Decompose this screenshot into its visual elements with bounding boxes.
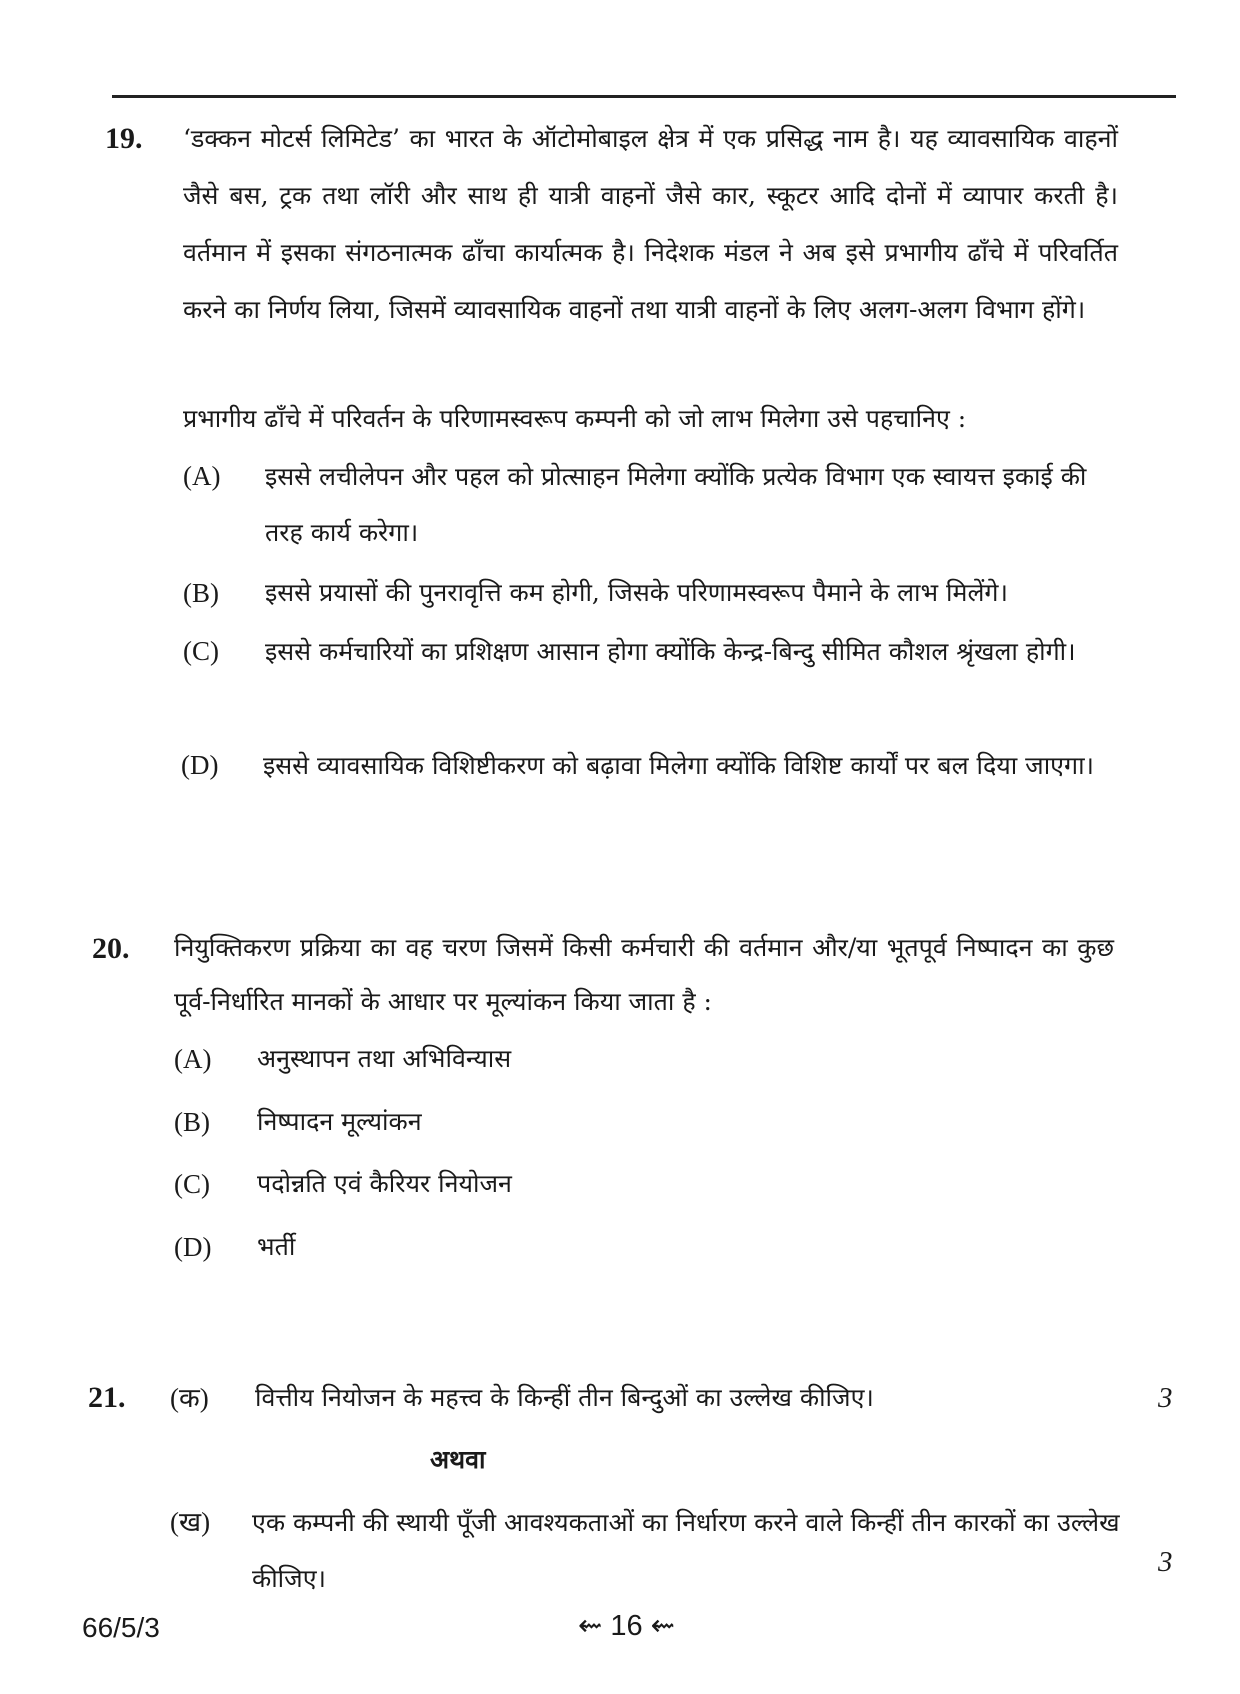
option-a-label: (A) [183,461,221,491]
ornament-left-icon: ⇜ [578,1610,611,1642]
option-b-label: (B) [174,1107,210,1137]
option-a-text: अनुस्थापन तथा अभिविन्यास [257,1044,512,1073]
option-d-label: (D) [174,1232,212,1262]
part-b-marks: 3 [1158,1546,1173,1578]
part-b-label: (ख) [170,1507,211,1537]
option-c-text: इससे कर्मचारियों का प्रशिक्षण आसान होगा क्योंकि केन्द्र-बिन्दु सीमित कौशल श्रृंखला होगी। [265,637,1076,666]
option-c-label: (C) [183,636,219,666]
option-b-text: निष्पादन मूल्यांकन [257,1107,422,1136]
question-number: 21. [88,1381,126,1414]
ornament-right-icon: ⇜ [642,1610,675,1642]
question-number: 20. [92,932,130,965]
option-d-text: इससे व्यावसायिक विशिष्टीकरण को बढ़ावा मिलेगा क्योंकि विशिष्ट कार्यों पर बल दिया जाएगा। [263,751,1095,780]
option-d-label: (D) [181,750,219,780]
option-b-label: (B) [183,578,219,608]
option-c-text: पदोन्नति एवं कैरियर नियोजन [257,1169,512,1198]
top-rule [112,95,1176,98]
paper-code: 66/5/3 [82,1612,160,1643]
option-a-text: इससे लचीलेपन और पहल को प्रोत्साहन मिलेगा क्योंकि प्रत्येक विभाग एक स्वायत्त इकाई की तरह कार्य करेगा। [265,462,1087,547]
part-a-text: वित्तीय नियोजन के महत्त्व के किन्हीं तीन बिन्दुओं का उल्लेख कीजिए। [255,1383,874,1412]
question-prompt: प्रभागीय ढाँचे में परिवर्तन के परिणामस्वरूप कम्पनी को जो लाभ मिलेगा उसे पहचानिए : [183,404,967,433]
option-d-text: भर्ती [257,1232,296,1261]
option-b-text: इससे प्रयासों की पुनरावृत्ति कम होगी, जिसके परिणामस्वरूप पैमाने के लाभ मिलेंगे। [265,578,1008,607]
part-a-marks: 3 [1158,1382,1173,1414]
part-a-label: (क) [170,1383,209,1413]
option-c-label: (C) [174,1169,210,1199]
question-text: ‘डक्कन मोटर्स लिमिटेड’ का भारत के ऑटोमोबाइल क्षेत्र में एक प्रसिद्ध नाम है। यह व्यावसायिक वाहनों जैसे बस, ट्रक तथा लॉरी और साथ ही यात्री वाहनों जैसे कार, स्कूटर आदि दोनों में व्यापार करती है। वर्तमान में इसका संगठनात्मक ढाँचा कार्यात्मक है। निदेशक मंडल ने अब इसे प्रभागीय ढाँचे में परिवर्तित करने का निर्णय लिया, जिसमें व्यावसायिक वाहनों तथा यात्री वाहनों के लिए अलग-अलग विभाग होंगे। [183,124,1118,324]
part-b-text: एक कम्पनी की स्थायी पूँजी आवश्यकताओं का निर्धारण करने वाले किन्हीं तीन कारकों का उल्लेख कीजिए। [252,1508,1120,1593]
question-text: नियुक्तिकरण प्रक्रिया का वह चरण जिसमें किसी कर्मचारी की वर्तमान और/या भूतपूर्व निष्पादन का कुछ पूर्व-निर्धारित मानकों के आधार पर मूल्यांकन किया जाता है : [174,933,1114,1016]
page-number-value: 16 [610,1610,643,1642]
option-a-label: (A) [174,1044,212,1074]
page-number [578,1609,675,1643]
or-separator: अथवा [430,1445,486,1474]
question-number: 19. [105,122,143,155]
